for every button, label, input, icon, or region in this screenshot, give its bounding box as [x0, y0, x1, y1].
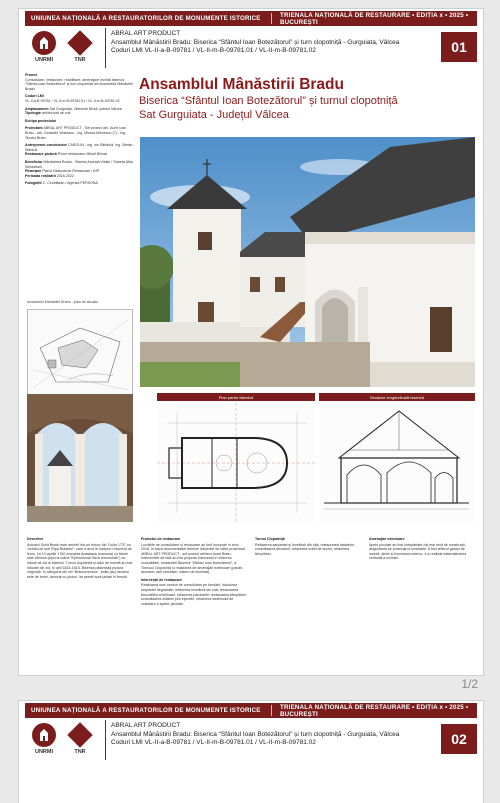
document-page-2 — [18, 700, 484, 803]
text-column: Descriere Actualul Schit Bradu este amintit într-un hrisov din 3 iulie 1737 ca “schitul de sub Rîpa Bradului”, care a avut la început o biserică de lemn. La 10 aprilie 1760 monahia Anastasia (mamuța) cu fiicele sale Ublicea (apoi la mănă “Ephrosinuța Sava Ieromonah”) au ridicat alt zid al bisericii. Turnul clopotniță și zidul de incintă au fost ridicate din zid, în anii 1815-1816. Biserica păstrează pictura originală. În categoria din stil “Brâncovenesc”, bolta (sic) tavanul este de lemn, decorat cu picturi, iar pereții sunt pictați în frescă. — [27, 537, 133, 579]
section-label: Secțiune longitudinală biserică — [319, 393, 475, 401]
top-banner — [25, 11, 477, 26]
page-header — [25, 28, 477, 68]
uniunea-logo-label: UNRMI — [34, 749, 54, 755]
site-plan-drawing — [27, 309, 133, 395]
page-indicator: 1/2 — [461, 677, 478, 691]
lmi-codes: Coduri LMI VL-II-a-B-09781 / VL-II-m-B-09781.01 / VL-II-m-B-09781.02 — [111, 739, 316, 746]
page-number: 01 — [441, 32, 477, 62]
page-header — [25, 720, 477, 760]
page-title: Ansamblul Mânăstirii Bradu — [139, 76, 344, 93]
interior-photo — [27, 394, 133, 522]
event-name: TRIENALA NAȚIONALĂ DE RESTAURARE • EDIȚIA x • 2025 • BUCUREȘTI — [280, 11, 469, 26]
header-text — [105, 28, 441, 68]
uniunea-logo-label: UNRMI — [34, 57, 54, 63]
project-name: Ansamblul Mânăstirii Bradu: Biserica “Sfântul Ioan Botezătorul” și turn clopotniță - Gurguiata, Vâlcea — [111, 38, 400, 46]
uniunea-logo-icon — [32, 723, 56, 747]
text-column: Amenajări exterioare Apele pluviale au fost îndepărtate cât mai mult de construcții, asigurându-se protecția la umiditate. A fost refăcut gardul de incintă, aleile și iluminatul exterior; s-a realizat sistematizarea verticală a incintei. — [369, 537, 467, 561]
text-columns — [27, 537, 475, 675]
uniunea-logo-icon — [32, 31, 56, 55]
sidebar-item: Coduri LMI VL-II-a-B-09781 / VL-II-m-B-09781.01 / VL-II-m-B-09781.02 — [25, 94, 120, 103]
page-subtitle: Biserica “Sfântul Ioan Botezătorul” și turnul clopotniță — [139, 95, 398, 107]
logos — [25, 720, 105, 760]
tnr-logo-icon — [67, 722, 92, 747]
sidebar-item: Proiect Consolidare, restaurare, reabilitare, amenajare incintă biserica “Sfântul Ioan Botezătorul” și turn clopotniță din Ansamblul Mânăstirii Bradu — [25, 73, 133, 91]
header-text — [105, 720, 441, 760]
page-location: Sat Gurguiata - Județul Vâlcea — [139, 109, 289, 121]
page-number: 02 — [441, 724, 477, 754]
top-banner — [25, 703, 477, 718]
ground-plan-label: Plan parter biserică — [157, 393, 315, 401]
lmi-codes: Coduri LMI VL-II-a-B-09781 / VL-II-m-B-09781.01 / VL-II-m-B-09781.02 — [111, 47, 316, 54]
sidebar-item: Amplasament Sat Gurguiata, Oltenești Bîrsă, județul Vâlcea Tipologie arhitectură de cult — [25, 106, 122, 116]
text-column: Turnul Clopotniță Refacerea șarpantei și învelitorii din șiță; restaurarea fațadelor; consolidarea structurii; refacerea scării de acces; refacerea tâmplăriei. — [255, 537, 355, 556]
organization-name: UNIUNEA NAȚIONALĂ A RESTAURATORILOR DE MONUMENTE ISTORICE — [31, 707, 261, 714]
project-sidebar — [25, 73, 133, 189]
text-column: Proiectul de restaurare Lucrările de consolidare și restaurare au fost începute în anul 2016, în baza documentației tehnice întocmite de către proiectant ABRAL ART PRODUCT - șef proiect arhitect Aurel Bratu. Intervențiile de față au fost propuse intervenții în vederea consolidării, restaurării Bisericii “Sfântul Ioan Botezătorul”, a Turnului Clopotniță și realizarea de amenajări exterioare (pavări, accesuri, alei circulație, sistem de iluminat). Intervenții de restaurare Realizarea unei centuri de consolidare pe fundații; înlocuirea șarpantei degradate; refacerea învelitorii din șiță; restaurarea tencuielilor exterioare; refacerea pardoselii; restaurarea tâmplăriei; consolidarea zidăriei prin injectări; refacerea sistemului de colectare a apelor pluviale. — [141, 537, 247, 606]
sidebar-item: Proiectant ABRAL ART PRODUCT - Șef proiect arh. Aurel Ioan Bratu - arh. Octavian Vesteanu - ing. Mirona Mirinescu (?) - ing. Teodor Bratu — [25, 126, 127, 140]
sidebar-item: Fotografii C. Ciroblășan / Agenția PERSONA — [25, 181, 98, 186]
title-block — [139, 76, 473, 122]
sidebar-item: Antreprenor-constructor CAROLIN - ing. Ion Săbăuță, ing. Ștefan Stănică Restaurare pictură Pictor restaurator Mihail Bîrnaŭ — [25, 143, 133, 157]
tnr-logo — [65, 31, 95, 63]
company-name: ABRAL ART PRODUCT — [111, 30, 181, 37]
tnr-logo-label: TNR — [74, 749, 86, 755]
event-name: TRIENALA NAȚIONALĂ DE RESTAURARE • EDIȚIA x • 2025 • BUCUREȘTI — [280, 703, 469, 718]
section-drawing — [319, 403, 475, 523]
sidebar-item: Beneficiar Mănăstirea Bradu - Stareța Arsenia Vlasie / Stareța Alba Sebastiani Finanțare Planul Național de Restaurare / INP Perioada realizării 2016-2022 — [25, 159, 133, 178]
tnr-logo-label: TNR — [74, 57, 86, 63]
sidebar-item: Echipa proiectului — [25, 118, 57, 123]
logos — [25, 28, 105, 68]
tnr-logo-icon — [67, 30, 92, 55]
site-plan-caption: Ansamblul Mânăstirii Bradu - plan de situație — [27, 300, 99, 304]
project-name: Ansamblul Mânăstirii Bradu: Biserica “Sfântul Ioan Botezătorul” și turn clopotniță - Gurguiata, Vâlcea — [111, 730, 400, 738]
organization-name: UNIUNEA NAȚIONALĂ A RESTAURATORILOR DE MONUMENTE ISTORICE — [31, 15, 261, 22]
company-name: ABRAL ART PRODUCT — [111, 722, 181, 729]
banner-separator — [271, 13, 272, 24]
uniunea-logo — [29, 31, 59, 63]
tnr-logo — [65, 723, 95, 755]
document-page-1 — [18, 8, 484, 676]
church-photo — [140, 137, 475, 387]
banner-separator — [271, 705, 272, 716]
uniunea-logo — [29, 723, 59, 755]
ground-plan-drawing — [157, 403, 315, 523]
